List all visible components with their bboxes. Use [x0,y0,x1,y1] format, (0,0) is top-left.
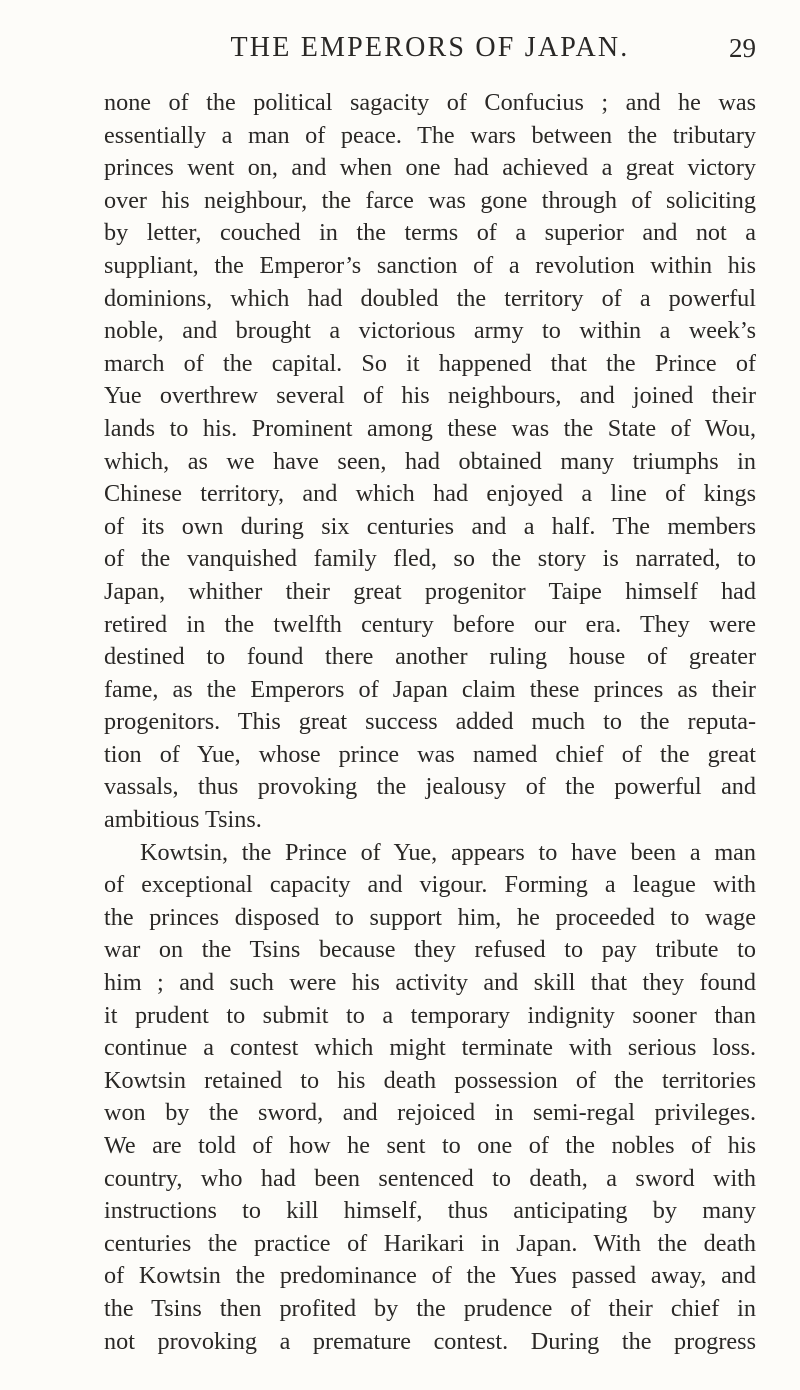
text-line: which, as we have seen, had obtained many triumphs in [104,447,756,475]
text-line: suppliant, the Emperor’s sanction of a revolution within his [104,251,756,279]
text-line: vassals, thus provoking the jealousy of the powerful and [104,773,756,801]
text-line: destined to found there another ruling house of greater [104,643,756,671]
text-line: dominions, which had doubled the territory of a powerful [104,284,756,312]
text-line: Kowtsin, the Prince of Yue, appears to have been a man [140,838,756,866]
page-number: 29 [729,33,756,63]
text-line: won by the sword, and rejoiced in semi-regal privileges. [104,1099,756,1127]
text-line: Kowtsin retained to his death possession of the territories [104,1066,756,1094]
text-line: Yue overthrew several of his neighbours, and joined their [104,382,756,410]
text-line: instructions to kill himself, thus anticipating by many [104,1197,756,1225]
text-line: We are told of how he sent to one of the nobles of his [104,1132,756,1159]
text-line: none of the political sagacity of Confucius ; and he was [104,89,756,116]
text-line: retired in the twelfth century before our era. They were [104,610,756,638]
text-line: the princes disposed to support him, he proceeded to wage [104,903,756,931]
text-line: him ; and such were his activity and skill that they found [104,969,756,997]
text-line: Japan, whither their great progenitor Taipe himself had [104,577,756,605]
text-line: progenitors. This great success added much to the reputa- [104,708,756,736]
text-line: of Kowtsin the predominance of the Yues passed away, and [104,1262,756,1290]
text-line: of its own during six centuries and a half. The members [104,512,756,540]
text-line: of the vanquished family fled, so the story is narrated, to [104,545,756,573]
text-line: over his neighbour, the farce was gone through of soliciting [104,186,756,214]
page-header [104,30,756,70]
text-line: by letter, couched in the terms of a superior and not a [104,219,756,247]
text-line: country, who had been sentenced to death, a sword with [104,1164,756,1192]
text-line: tion of Yue, whose prince was named chief of the great [104,740,756,768]
text-line: ambitious Tsins. [104,806,262,834]
text-line: war on the Tsins because they refused to pay tribute to [104,936,756,964]
text-line: noble, and brought a victorious army to within a week’s [104,317,756,345]
text-line: lands to his. Prominent among these was the State of Wou, [104,414,756,442]
text-line: fame, as the Emperors of Japan claim these princes as their [104,675,756,703]
text-line: not provoking a premature contest. During the progress [104,1327,756,1355]
text-line: continue a contest which might terminate with serious loss. [104,1034,756,1062]
text-line: essentially a man of peace. The wars between the tributary [104,121,756,149]
text-line: centuries the practice of Harikari in Japan. With the death [104,1229,756,1257]
body-text [104,87,756,1358]
text-line: of exceptional capacity and vigour. Forming a league with [104,871,756,899]
text-line: Chinese territory, and which had enjoyed a line of kings [104,480,756,508]
running-head: THE EMPERORS OF JAPAN. [230,32,630,63]
text-line: the Tsins then profited by the prudence of their chief in [104,1294,756,1322]
text-line: princes went on, and when one had achieved a great victory [104,154,756,182]
text-line: it prudent to submit to a temporary indignity sooner than [104,1001,756,1029]
text-line: march of the capital. So it happened that the Prince of [104,349,756,377]
